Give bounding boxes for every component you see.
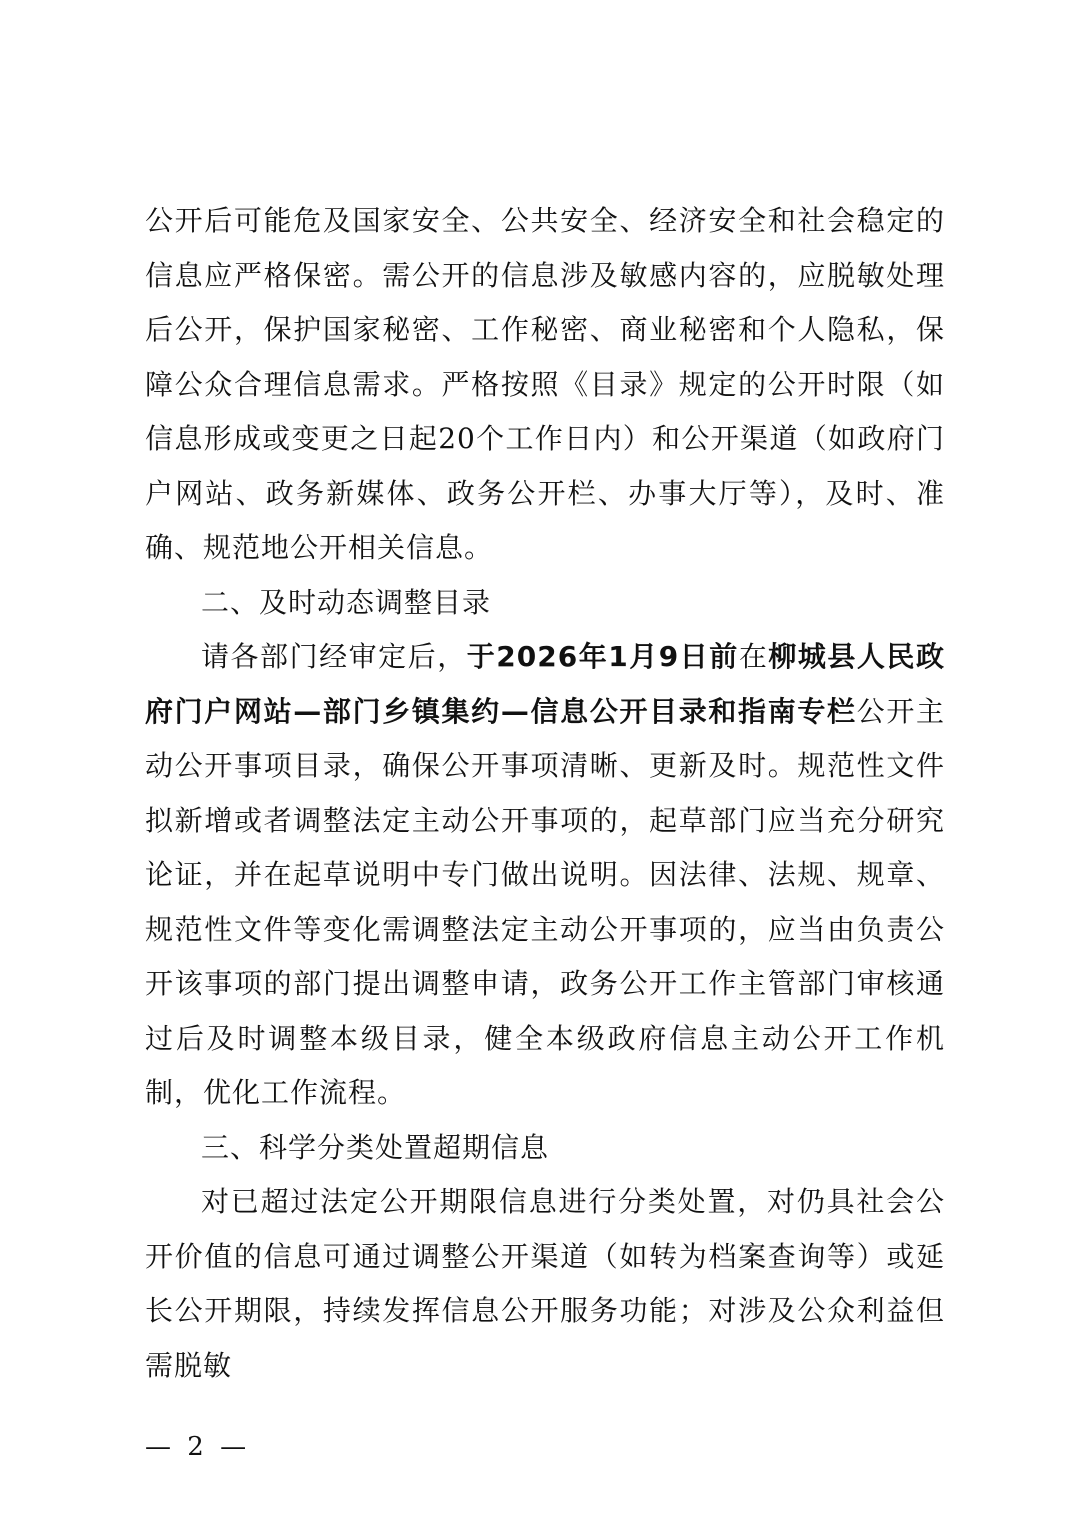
section-2-rest: 公开主动公开事项目录，确保公开事项清晰、更新及时。规范性文件拟新增或者调整法定主动公开事项的，起草部门应当充分研究论证，并在起草说明中专门做出说明。因法律、法规、规章、规范性文件等变化需调整法定主动公开事项的，应当由负责公开该事项的部门提出调整申请，政务公开工作主管部门审核通过后及时调整本级目录，健全本级政府信息主动公开工作机制，优化工作流程。 bbox=[145, 694, 945, 1109]
document-body bbox=[145, 194, 945, 1393]
section-3-paragraph: 对已超过法定公开期限信息进行分类处置，对仍具社会公开价值的信息可通过调整公开渠道（如转为档案查询等）或延长公开期限，持续发挥信息公开服务功能；对涉及公众利益但需脱敏 bbox=[145, 1185, 945, 1382]
deadline-text: 于2026年1月9日前 bbox=[466, 640, 739, 673]
continuation-paragraph: 公开后可能危及国家安全、公共安全、经济安全和社会稳定的信息应严格保密。需公开的信息涉及敏感内容的，应脱敏处理后公开，保护国家秘密、工作秘密、商业秘密和个人隐私，保障公众合理信息需求。严格按照《目录》规定的公开时限（如信息形成或变更之日起20个工作日内）和公开渠道（如政府门户网站、政务新媒体、政务公开栏、办事大厅等），及时、准确、规范地公开相关信息。 bbox=[145, 204, 945, 564]
section-2-lead: 请各部门经审定后， bbox=[201, 640, 467, 673]
section-2-paragraph bbox=[145, 630, 945, 1121]
section-2-connector: 在 bbox=[738, 640, 769, 673]
publication-channel: 柳城县人民政府门户网站—部门乡镇集约—信息公开目录和指南专栏 bbox=[145, 640, 945, 728]
section-3-heading: 三、科学分类处置超期信息 bbox=[201, 1130, 550, 1164]
page-number: — 2 — bbox=[145, 1432, 251, 1462]
section-2-heading: 二、及时动态调整目录 bbox=[201, 585, 492, 619]
